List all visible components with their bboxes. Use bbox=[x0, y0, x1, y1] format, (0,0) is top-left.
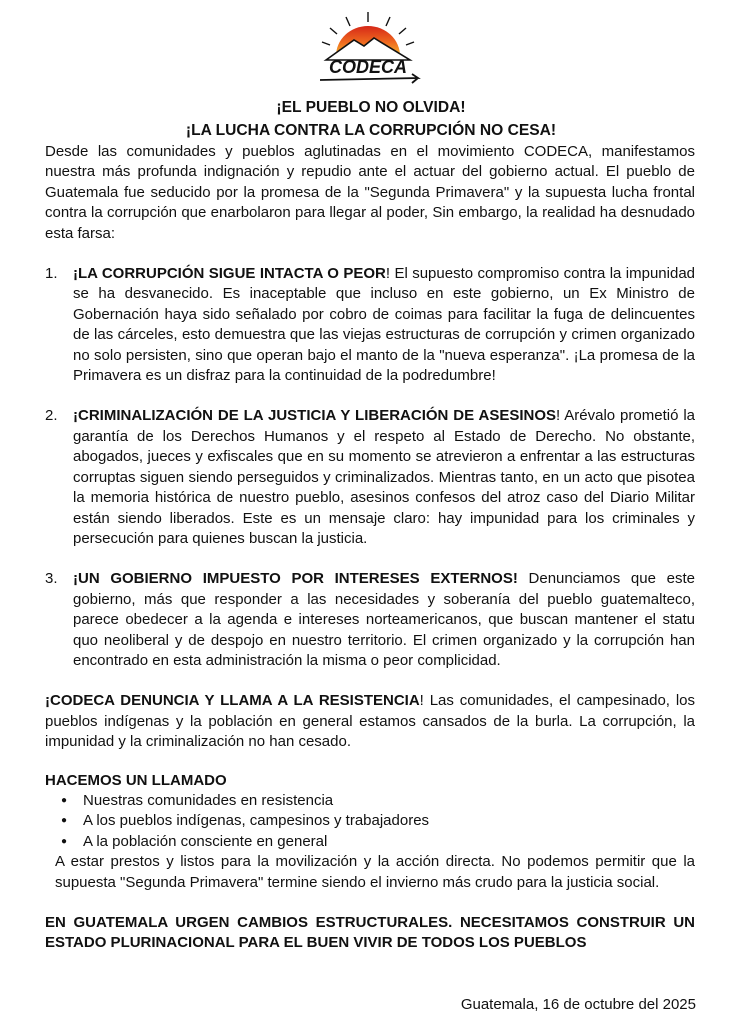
llamado-list bbox=[45, 791, 695, 852]
point-number: 1. bbox=[45, 265, 58, 283]
final-statement: EN GUATEMALA URGEN CAMBIOS ESTRUCTURALES. NECESITAMOS CONSTRUIR UN ESTADO PLURINACIONAL PARA EL BUEN VIVIR DE TODOS LOS PUEBLOS bbox=[45, 914, 695, 952]
title-line-2: ¡LA LUCHA CONTRA LA CORRUPCIÓN NO CESA! bbox=[185, 122, 557, 139]
denuncia-heading: ¡CODECA DENUNCIA Y LLAMA A LA RESISTENCIA bbox=[45, 692, 420, 710]
point-heading: ¡CRIMINALIZACIÓN DE LA JUSTICIA Y LIBERACIÓN DE ASESINOS bbox=[73, 407, 557, 425]
point-item bbox=[45, 406, 695, 549]
points-list bbox=[45, 264, 695, 671]
codeca-logo-graphic bbox=[306, 10, 430, 86]
llamado-title: HACEMOS UN LLAMADO bbox=[45, 771, 227, 789]
llamado-closing: A estar prestos y listos para la movilización y la acción directa. No podemos permitir que la supuesta "Segunda Primavera" termine siendo el invierno más crudo para la justicia social. bbox=[55, 853, 695, 891]
llamado-item: ● A la población consciente en general bbox=[61, 832, 695, 852]
llamado-item: ● Nuestras comunidades en resistencia bbox=[61, 791, 695, 811]
point-number: 2. bbox=[45, 407, 58, 425]
point-item bbox=[45, 569, 695, 671]
point-heading: ¡LA CORRUPCIÓN SIGUE INTACTA O PEOR bbox=[73, 265, 386, 283]
point-heading: ¡UN GOBIERNO IMPUESTO POR INTERESES EXTERNOS! bbox=[73, 570, 518, 588]
denuncia-body: ! Las comunidades, el campesinado, los pueblos indígenas y la población en general estamos cansados de la burla. La corrupción, la impunidad y la criminalización no han cesado. bbox=[45, 692, 696, 751]
date-line: Guatemala, 16 de octubre del 2025 bbox=[460, 996, 696, 1013]
point-body: ! Arévalo prometió la garantía de los Derechos Humanos y el respeto al Estado de Derecho. No obstante, abogados, jueces y exfiscales que en su momento se atrevieron a enfrentar a las estructuras corruptas siguen siendo perseguidos y criminalizados. Mientras tanto, en un acto que pisotea la memoria histórica de nuestro pueblo, asesinos confesos del atroz caso del Diario Militar están siendo liberados. Este es un mensaje claro: hay impunidad para los criminales y persecución para quienes buscan la justicia. bbox=[73, 407, 695, 547]
llamado-item: ● A los pueblos indígenas, campesinos y trabajadores bbox=[61, 811, 695, 831]
denuncia-paragraph bbox=[45, 691, 695, 752]
point-body: Denunciamos que este gobierno, más que responder a las necesidades y soberanía del pueblo guatemalteco, parece obedecer a la agenda e intereses norteamericanos, que buscan mantener el statu quo neoliberal y de despojo en nuestro territorio. El crimen organizado y la corrupción han encontrado en esta administración la misma o peor complicidad. bbox=[73, 570, 695, 669]
point-number: 3. bbox=[45, 570, 58, 588]
point-body: ! El supuesto compromiso contra la impunidad se ha desvanecido. Es inaceptable que incluso en este gobierno, un Ex Ministro de Gobernación haya sido señalado por cobro de coimas para facilitar la fuga de delincuentes de las cárceles, esto demuestra que las viejas estructuras de corrupción y crimen organizado no solo persisten, sino que operan bajo el manto de la "nueva esperanza". ¡La promesa de la Primavera es un disfraz para la continuidad de la podredumbre! bbox=[73, 265, 696, 385]
document-titles bbox=[0, 96, 742, 142]
intro-paragraph: Desde las comunidades y pueblos aglutinadas en el movimiento CODECA, manifestamos nuestra más profunda indignación y repudio ante el actuar del gobierno actual. El pueblo de Guatemala fue seducido por la promesa de la "Segunda Primavera" y la supuesta lucha frontal contra la corrupción que enarbolaron para llegar al poder, Sin embargo, la realidad ha desnudado esta farsa: bbox=[45, 143, 695, 242]
document-body bbox=[45, 142, 695, 954]
logo-text: CODECA bbox=[328, 57, 408, 77]
point-item bbox=[45, 264, 695, 386]
codeca-logo bbox=[306, 10, 430, 86]
title-line-1: ¡EL PUEBLO NO OLVIDA! bbox=[276, 99, 466, 116]
